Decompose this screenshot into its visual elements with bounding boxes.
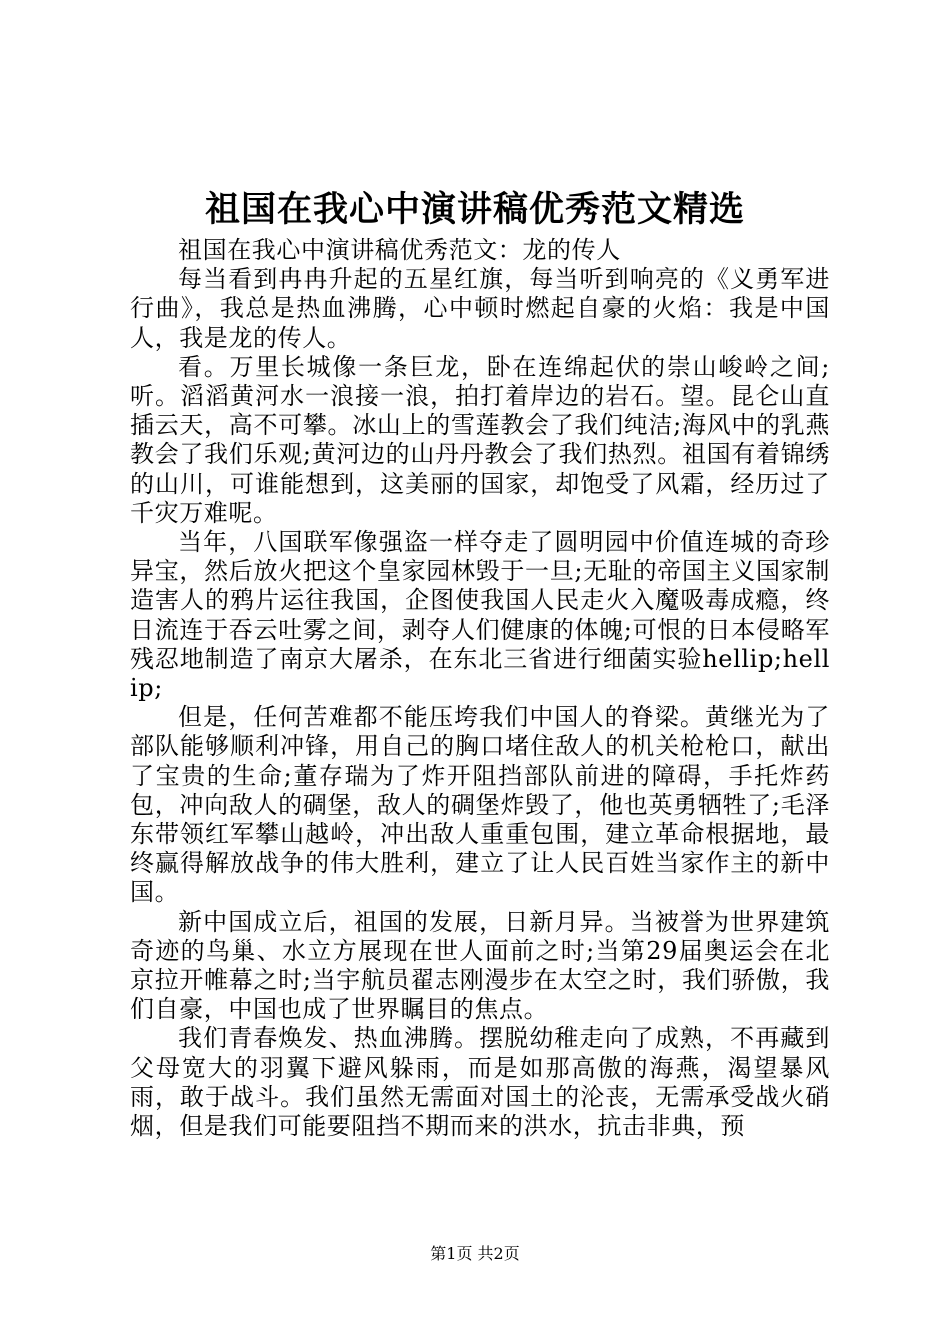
- paragraph: 但是，任何苦难都不能压垮我们中国人的脊梁。黄继光为了部队能够顺利冲锋，用自己的胸口堵住敌人的机关枪枪口，献出了宝贵的生命;董存瑞为了炸开阻挡部队前进的障碍，手托炸药包，冲向敌人的碉堡，敌人的碉堡炸毁了，他也英勇牺牲了;毛泽东带领红军攀山越岭，冲出敌人重重包围，建立革命根据地，最终赢得解放战争的伟大胜利，建立了让人民百姓当家作主的新中国。: [130, 703, 830, 907]
- paragraph: 新中国成立后，祖国的发展，日新月异。当被誉为世界建筑奇迹的鸟巢、水立方展现在世人面前之时;当第29届奥运会在北京拉开帷幕之时;当宇航员翟志刚漫步在太空之时，我们骄傲，我们自豪，中国也成了世界瞩目的焦点。: [130, 907, 830, 1024]
- paragraph: 我们青春焕发、热血沸腾。摆脱幼稚走向了成熟，不再藏到父母宽大的羽翼下避风躲雨，而是如那高傲的海燕，渴望暴风雨，敢于战斗。我们虽然无需面对国土的沦丧，无需承受战火硝烟，但是我们可能要阻挡不期而来的洪水，抗击非典，预: [130, 1024, 830, 1141]
- paragraph: 每当看到冉冉升起的五星红旗，每当听到响亮的《义勇军进行曲》，我总是热血沸腾，心中顿时燃起自豪的火焰：我是中国人，我是龙的传人。: [130, 265, 830, 352]
- paragraph: 当年，八国联军像强盗一样夺走了圆明园中价值连城的奇珍异宝，然后放火把这个皇家园林毁于一旦;无耻的帝国主义国家制造害人的鸦片运往我国，企图使我国人民走火入魔吸毒成瘾，终日流连于吞云吐雾之间，剥夺人们健康的体魄;可恨的日本侵略军残忍地制造了南京大屠杀，在东北三省进行细菌实验hellip;hellip;: [130, 528, 830, 703]
- paragraph-subtitle: 祖国在我心中演讲稿优秀范文：龙的传人: [178, 236, 621, 264]
- document-body: [130, 236, 830, 1141]
- page-footer: 第1页 共2页: [430, 1244, 520, 1263]
- paragraph: 看。万里长城像一条巨龙，卧在连绵起伏的崇山峻岭之间;听。滔滔黄河水一浪接一浪，拍打着岸边的岩石。望。昆仑山直插云天，高不可攀。冰山上的雪莲教会了我们纯洁;海风中的乳燕教会了我们乐观;黄河边的山丹丹教会了我们热烈。祖国有着锦绣的山川，可谁能想到，这美丽的国家，却饱受了风霜，经历过了千灾万难呢。: [130, 352, 830, 527]
- document-title: 祖国在我心中演讲稿优秀范文精选: [204, 189, 745, 230]
